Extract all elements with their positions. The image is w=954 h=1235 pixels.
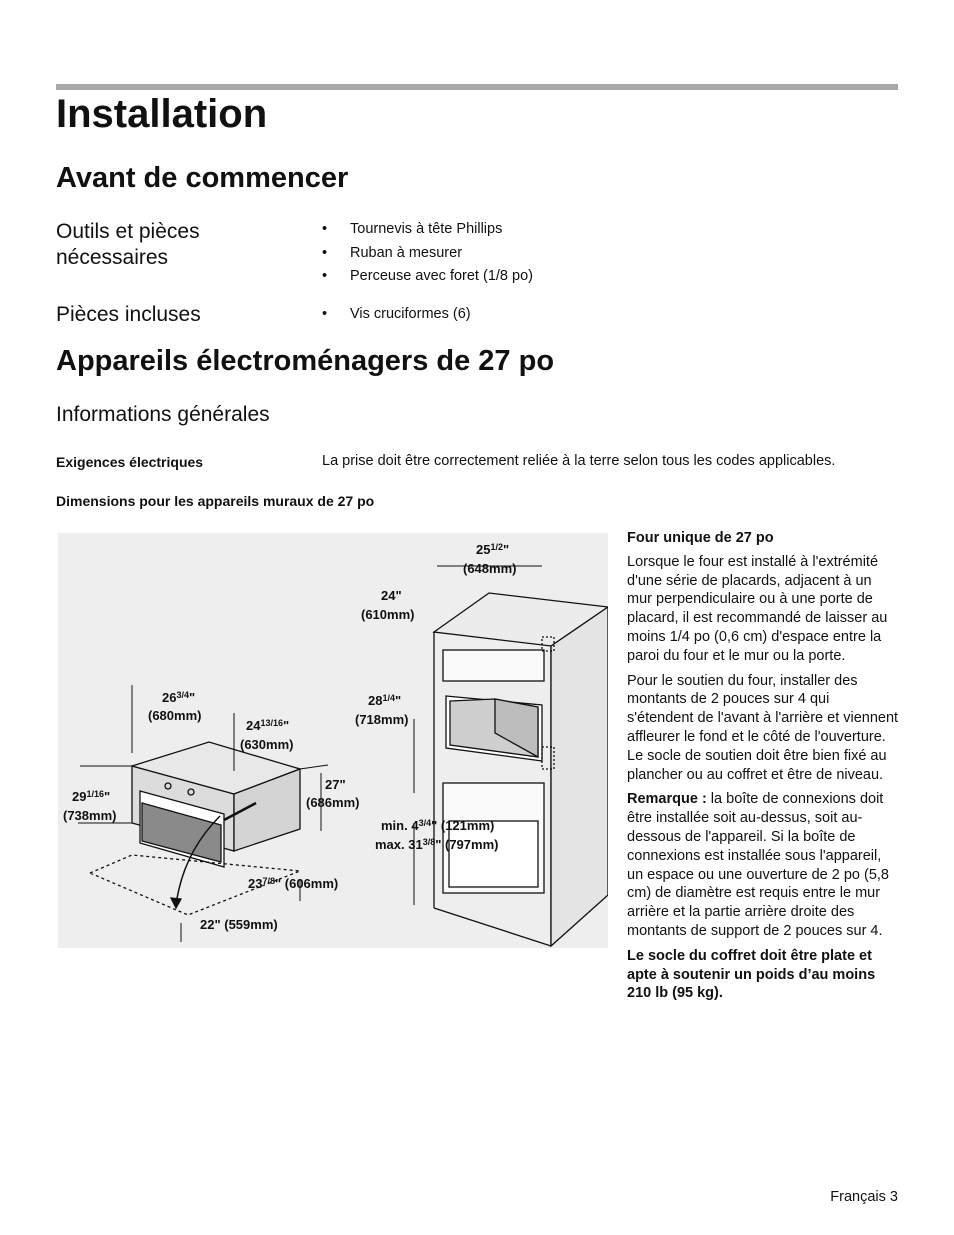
dim-26-3-4: $26^{3/4}$" <box>162 690 196 705</box>
dim-min: min. $4^{3/4}$" (121mm) <box>381 818 495 833</box>
parts-label: Pièces incluses <box>56 303 201 326</box>
parts-list <box>322 304 471 328</box>
electrical-text: La prise doit être correctement reliée à la terre selon tous les codes applicables. <box>322 453 836 469</box>
dim-29-1-16: $29^{1/16}$" <box>72 789 111 804</box>
dim-27: 27" <box>325 777 346 792</box>
dim-630mm: (630mm) <box>240 737 294 752</box>
list-item: • Tournevis à tête Phillips <box>322 219 533 243</box>
oven-notes-remark <box>627 790 899 940</box>
page-title: Installation <box>56 92 268 136</box>
installation-dimension-diagram <box>58 533 608 948</box>
dim-max: max. $31^{3/8}$" (797mm) <box>375 837 499 852</box>
oven-notes-warning: Le socle du coffret doit être plate et apte à soutenir un poids d’au moins 210 lb (95 kg). <box>627 947 876 1002</box>
dimensions-label: Dimensions pour les appareils muraux de 27 po <box>56 493 375 509</box>
info-title: Informations générales <box>56 403 270 426</box>
dim-648mm: (648mm) <box>463 561 517 576</box>
electrical-label: Exigences électriques <box>56 454 204 470</box>
list-item: • Vis cruciformes (6) <box>322 304 471 328</box>
dim-25-1-2: $25^{1/2}$" <box>476 542 510 557</box>
oven-notes-paragraph-2: Pour le soutien du four, installer des montants de 2 pouces sur 4 qui s'étendent de l'avant à l'arrière et viennent affleurer le fond et le côté de l'ouverture. Le socle de soutien doit être bien fixé au plancher ou au coffret et être de niveau. <box>627 672 899 783</box>
oven-notes-paragraph-1: Lorsque le four est installé à l'extrémité d'une série de placards, adjacent à un mur perpendiculaire ou à une porte de placard, il est recommandé de laisser au moins 1/4 po (0,6 cm) d'espace entre la paroi du four et le mur ou la porte. <box>627 553 888 664</box>
section-title-appliances: Appareils électroménagers de 27 po <box>56 345 555 377</box>
dim-686mm: (686mm) <box>306 795 360 810</box>
dim-680mm: (680mm) <box>148 708 202 723</box>
tools-list <box>322 219 533 290</box>
remark-label: Remarque : <box>627 791 707 808</box>
header-rule <box>56 84 898 90</box>
tools-label: Outils et pièces nécessaires <box>56 220 200 269</box>
dim-610mm: (610mm) <box>361 607 415 622</box>
list-item: • Perceuse avec foret (1/8 po) <box>322 266 533 290</box>
dim-718mm: (718mm) <box>355 712 409 727</box>
list-item: • Ruban à mesurer <box>322 243 533 267</box>
oven-notes-title: Four unique de 27 po <box>627 530 774 546</box>
section-title-before-start: Avant de commencer <box>56 162 349 194</box>
page-footer: Français 3 <box>830 1189 898 1205</box>
dim-24-13-16: $24^{13/16}$" <box>246 718 290 733</box>
dim-23-7-8: $23^{7/8}$" (606mm) <box>248 876 339 891</box>
dim-22: 22" (559mm) <box>200 917 278 932</box>
dim-24: 24" <box>381 588 402 603</box>
dim-738mm: (738mm) <box>63 808 117 823</box>
remark-text: la boîte de connexions doit être installée soit au-dessus, soit au-dessous de l'appareil. Si la boîte de connexions est installée sous l'appareil, un espace ou une ouverture de 2 po (5,8 cm) de diamètre est requis entre le mur arrière et la partie arrière droite des montants de support de 2 pouces sur 4. <box>627 791 889 939</box>
oven-notes <box>627 529 899 1009</box>
dim-28-1-4: $28^{1/4}$" <box>368 693 402 708</box>
